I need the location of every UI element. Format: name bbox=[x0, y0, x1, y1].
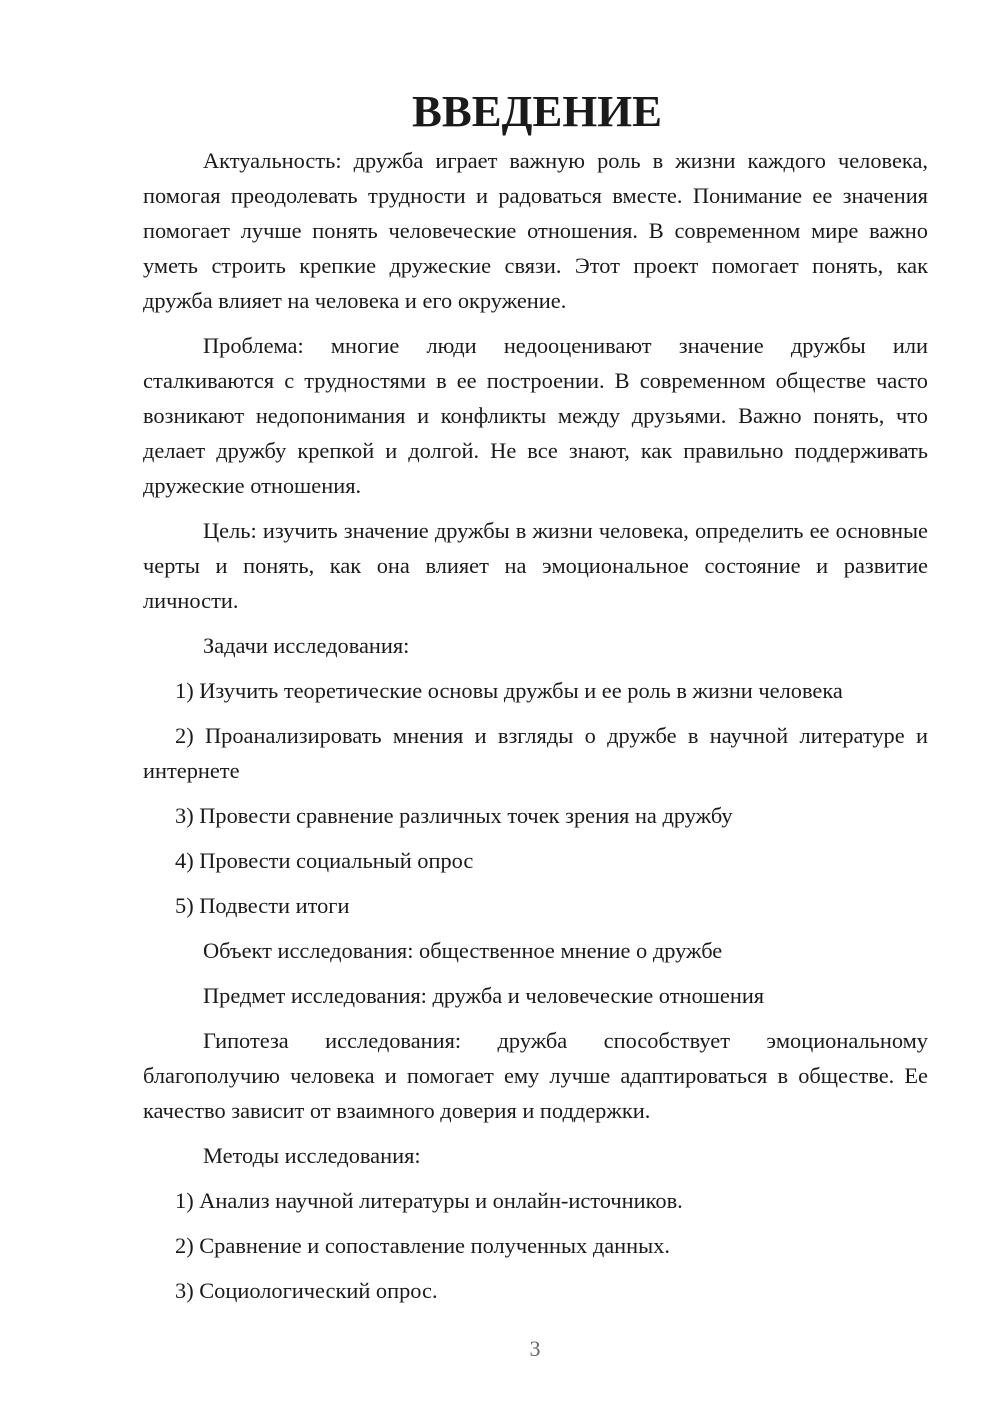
method-item: 3) Социологический опрос. bbox=[175, 1278, 438, 1303]
tasks-heading: Задачи исследования: bbox=[203, 633, 410, 658]
relevance-paragraph: Актуальность: дружба играет важную роль в жизни каждого человека, помогая преодолевать трудности и радоваться вместе. Понимание ее значения помогает лучше понять человеческие отношения. В современном мире важно уметь строить крепкие дружеские связи. Этот проект помогает понять, как дружба влияет на человека и его окружение. bbox=[143, 148, 928, 313]
methods-heading: Методы исследования: bbox=[203, 1143, 421, 1168]
methods-list bbox=[143, 1183, 928, 1308]
task-item: 1) Изучить теоретические основы дружбы и ее роль в жизни человека bbox=[175, 678, 843, 703]
task-item: 3) Провести сравнение различных точек зрения на дружбу bbox=[175, 803, 733, 828]
method-item: 1) Анализ научной литературы и онлайн-источников. bbox=[175, 1188, 683, 1213]
object-paragraph: Объект исследования: общественное мнение о дружбе bbox=[203, 938, 723, 963]
page-number: 3 bbox=[529, 1336, 541, 1361]
document-body bbox=[143, 86, 928, 1308]
task-item: 4) Провести социальный опрос bbox=[175, 848, 474, 873]
tasks-list bbox=[143, 673, 928, 923]
task-item: 2) Проанализировать мнения и взгляды о дружбе в научной литературе и интернете bbox=[143, 723, 928, 783]
subject-paragraph: Предмет исследования: дружба и человеческие отношения bbox=[203, 983, 765, 1008]
method-item: 2) Сравнение и сопоставление полученных данных. bbox=[175, 1233, 670, 1258]
hypothesis-paragraph: Гипотеза исследования: дружба способствует эмоциональному благополучию человека и помогает ему лучше адаптироваться в обществе. Ее качество зависит от взаимного доверия и поддержки. bbox=[143, 1028, 928, 1123]
section-title: ВВЕДЕНИЕ bbox=[412, 86, 662, 136]
goal-paragraph: Цель: изучить значение дружбы в жизни человека, определить ее основные черты и понять, как она влияет на эмоциональное состояние и развитие личности. bbox=[143, 518, 928, 613]
problem-paragraph: Проблема: многие люди недооценивают значение дружбы или сталкиваются с трудностями в ее построении. В современном обществе часто возникают недопонимания и конфликты между друзьями. Важно понять, что делает дружбу крепкой и долгой. Не все знают, как правильно поддерживать дружеские отношения. bbox=[143, 333, 928, 498]
task-item: 5) Подвести итоги bbox=[175, 893, 350, 918]
